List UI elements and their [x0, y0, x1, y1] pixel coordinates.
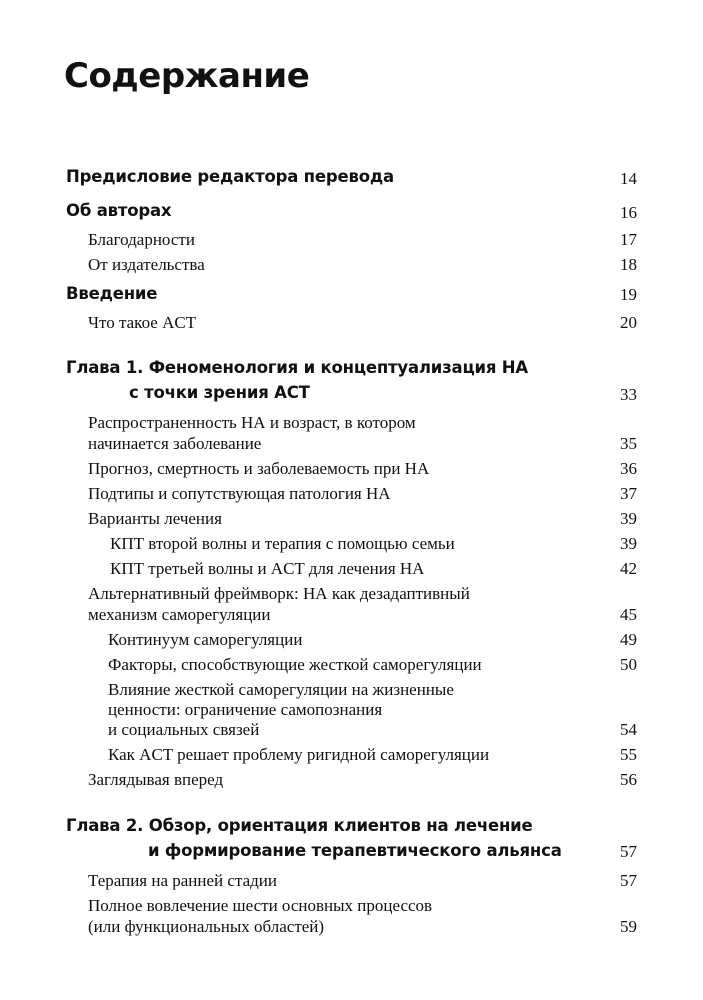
toc-page-number: 16: [620, 203, 637, 222]
toc-entry-title: Подтипы и сопутствующая патология НА: [88, 484, 391, 503]
toc-entry-title: Факторы, способствующие жесткой саморегуляции: [108, 655, 482, 674]
chapter-title-line: и формирование терапевтического альянса: [148, 841, 562, 860]
toc-entry-title: Распространенность НА и возраст, в котором: [88, 413, 416, 432]
toc-page-number: 36: [620, 459, 637, 478]
chapter-title-line: Глава 2. Обзор, ориентация клиентов на лечение: [66, 816, 533, 835]
toc-page-number: 33: [620, 385, 637, 404]
toc-entry-title: КПТ второй волны и терапия с помощью семьи: [110, 534, 455, 553]
toc-entry-title: начинается заболевание: [88, 434, 262, 453]
toc-entry-title: (или функциональных областей): [88, 917, 325, 936]
toc-page-number: 42: [620, 559, 637, 578]
toc-entry-title: Варианты лечения: [88, 509, 222, 528]
toc-page-number: 50: [620, 655, 637, 674]
toc-entry-title: Благодарности: [88, 230, 195, 249]
toc-entry-title: механизм саморегуляции: [88, 605, 271, 624]
toc-page-number: 14: [620, 169, 637, 188]
chapter-title-line: Глава 1. Феноменология и концептуализация НА: [66, 358, 528, 377]
toc-entry-title: Полное вовлечение шести основных процессов: [88, 896, 433, 915]
toc-page-number: 35: [620, 434, 637, 453]
toc-entry-title: КПТ третьей волны и ACT для лечения НА: [110, 559, 425, 578]
toc-page-number: 19: [620, 285, 637, 304]
toc-page-number: 54: [620, 720, 637, 739]
toc-page-number: 59: [620, 917, 637, 936]
toc-page-number: 39: [620, 509, 637, 528]
toc-page-number: 18: [620, 255, 637, 274]
toc-entry-title: Как ACT решает проблему ригидной саморегуляции: [108, 745, 490, 764]
toc-page-number: 49: [620, 630, 637, 649]
toc-entry-title: Что такое ACT: [88, 313, 197, 332]
toc-page-number: 37: [620, 484, 637, 503]
toc-entry-title: Заглядывая вперед: [88, 770, 224, 789]
toc-entry-title: Прогноз, смертность и заболеваемость при НА: [88, 459, 430, 478]
toc-page-number: 56: [620, 770, 637, 789]
page-title: Содержание: [64, 56, 310, 96]
toc-page-number: 57: [620, 842, 637, 861]
toc-entry-title: ценности: ограничение самопознания: [108, 700, 383, 719]
toc-entry-title: От издательства: [88, 255, 205, 274]
toc-entry-title: Континуум саморегуляции: [108, 630, 303, 649]
toc-entry-title: Альтернативный фреймворк: НА как дезадаптивный: [88, 584, 470, 603]
toc-page-number: 55: [620, 745, 637, 764]
toc-entry-title: и социальных связей: [108, 720, 260, 739]
toc-entry-title: Об авторах: [66, 201, 172, 220]
toc-entry-title: Предисловие редактора перевода: [66, 167, 394, 186]
toc-page-number: 45: [620, 605, 637, 624]
toc-page-number: 20: [620, 313, 637, 332]
toc-page-number: 39: [620, 534, 637, 553]
toc-entry-title: Влияние жесткой саморегуляции на жизненные: [108, 680, 454, 699]
chapter-title-line: с точки зрения ACT: [129, 383, 310, 402]
toc-entry-title: Введение: [66, 284, 158, 303]
toc-page-number: 17: [620, 230, 637, 249]
toc-entry-title: Терапия на ранней стадии: [88, 871, 277, 890]
toc-page-number: 57: [620, 871, 637, 890]
